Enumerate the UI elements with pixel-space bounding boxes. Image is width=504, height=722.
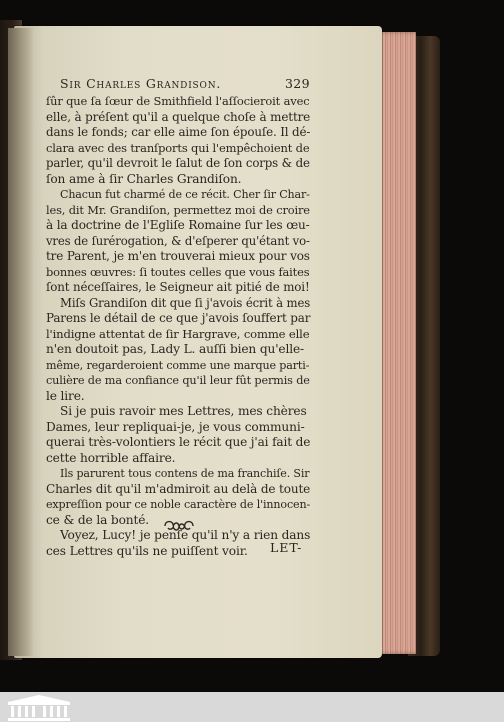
text-line: vres de ſurérogation, & d'eſperer qu'étant vo- [46, 233, 310, 248]
text-line: dans le fonds; car elle aime ſon épouſe. Il dé- [46, 125, 311, 139]
text-line: l'indigne attentat de ſir Hargrave, comme elle [46, 326, 310, 341]
text-line: ces Lettres qu'ils ne puiſſent voir. [46, 543, 248, 558]
page-block-edges [376, 32, 416, 654]
text-line: tre Parent, je m'en trouverai mieux pour vos [46, 249, 310, 263]
text-line: cette horrible affaire. [46, 450, 176, 465]
text-line: le lire. [46, 388, 85, 403]
printer-flourish-ornament-icon [162, 518, 196, 534]
text-line: ſûr que ſa ſœur de Smithfield l'aſſocieroit avec [46, 94, 310, 108]
text-line: Chacun fut charmé de ce récit. Cher ſir Char- [60, 188, 310, 201]
text-line: Dames, leur repliquai-je, je vous communi- [46, 419, 305, 434]
text-line: clara avec des tranſports qui l'empêchoient de [46, 140, 310, 155]
text-line: à la doctrine de l'Egliſe Romaine ſur les œu- [46, 218, 310, 232]
page-header [60, 76, 310, 91]
text-line: querai très-volontiers le récit que j'ai fait de [46, 435, 311, 449]
text-line: ce & de la bonté. [46, 512, 149, 527]
text-line: Miſs Grandiſon dit que ſi j'avois écrit à mes [60, 295, 311, 310]
text-line: ſon ame à ſir Charles Grandiſon. [46, 171, 242, 186]
text-line: bonnes œuvres: ſi toutes celles que vous faites [46, 264, 310, 279]
text-line: n'en doutoit pas, Lady L. auſſi bien qu'elle- [46, 342, 304, 356]
body-text [46, 94, 310, 559]
viewer-footer-bar [0, 692, 504, 722]
text-line: culière de ma confiance qu'il leur fût permis de [46, 374, 310, 387]
text-line: Ils parurent tous contens de ma franchiſe. Sir [60, 467, 310, 480]
library-building-logo-icon [4, 694, 74, 722]
text-line: parler, qu'il devroit le ſalut de ſon corps & de [46, 156, 310, 170]
text-line: Charles dit qu'il m'admiroit au delà de toute [46, 481, 311, 496]
text-line: elle, à préſent qu'il a quelque choſe à mettre [46, 109, 311, 124]
catchword: LET- [270, 540, 303, 555]
text-line: les, dit Mr. Grandiſon, permettez moi de croire [46, 202, 310, 217]
text-line: Si je puis ravoir mes Lettres, mes chères [60, 404, 307, 418]
page-number: 329 [284, 76, 310, 91]
text-line: Parens le détail de ce que j'avois ſouffert par [46, 311, 311, 325]
text-line: Voyez, Lucy! je penſe qu'il n'y a rien dans [60, 528, 311, 542]
text-line: même, regarderoient comme une marque parti- [46, 358, 310, 372]
gutter-shadow [8, 28, 34, 656]
text-line: expreſſion pour ce noble caractère de l'innocen- [46, 498, 311, 511]
running-head: Sir Charles Grandison. [60, 76, 222, 91]
text-line: ſont néceſſaires, le Seigneur ait pitié de moi! [46, 280, 310, 294]
